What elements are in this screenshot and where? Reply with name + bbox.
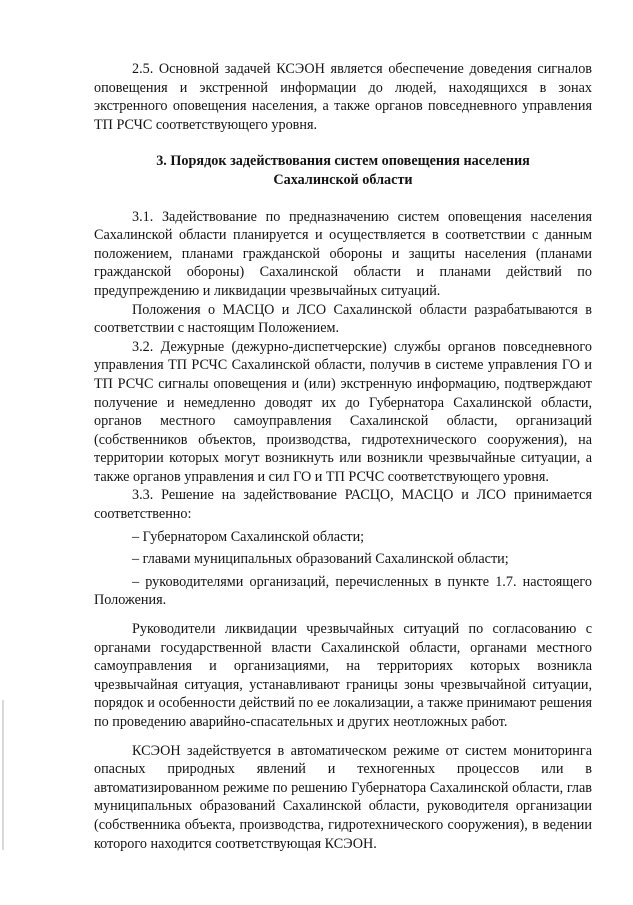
section-3-title <box>94 152 592 189</box>
paragraph-masco-lso: Положения о МАСЦО и ЛСО Сахалинской области разрабатываются в соответствии с настоящим Положением. <box>94 301 592 337</box>
scan-edge-mark <box>2 700 4 850</box>
document-body <box>94 60 592 853</box>
paragraph-2-5: 2.5. Основной задачей КСЭОН является обеспечение доведения сигналов оповещения и экстренной информации до людей, находящихся в зонах экстренного оповещения населения, а также органов повседневного управления ТП РСЧС соответствующего уровня. <box>94 61 592 133</box>
section-3-title-line-2: Сахалинской области <box>273 171 413 188</box>
list-item-organization-heads: – руководителями организаций, перечисленных в пункте 1.7. настоящего Положения. <box>94 573 592 609</box>
list-item-municipal-heads: – главами муниципальных образований Сахалинской области; <box>132 551 509 568</box>
paragraph-emergency-leaders: Руководители ликвидации чрезвычайных ситуаций по согласованию с органами государственной власти Сахалинской области, органами местного самоуправления и организациями, на территориях которых возникла чрезвычайная ситуация, устанавливают границы зоны чрезвычайной ситуации, порядок и особенности действий по ее локализации, а также принимают решения по проведению аварийно-спасательных и других неотложных работ. <box>94 621 592 730</box>
paragraph-3-1: 3.1. Задействование по предназначению систем оповещения населения Сахалинской области планируется и осуществляется в соответствии с данным положением, планами гражданской обороны и защиты населения (планами гражданской обороны) Сахалинской области и планами действий по предупреждению и ликвидации чрезвычайных ситуаций. <box>94 208 592 299</box>
paragraph-kseon: КСЭОН задействуется в автоматическом режиме от систем мониторинга опасных природных явлений и техногенных процессов или в автоматизированном режиме по решению Губернатора Сахалинской области, глав муниципальных образований Сахалинской области, руководителя организации (собственника объекта, производства, гидротехнического сооружения), в ведении которого находится соответствующая КСЭОН. <box>94 742 592 852</box>
paragraph-3-2: 3.2. Дежурные (дежурно-диспетчерские) службы органов повседневного управления ТП РСЧС Сахалинской области, получив в системе управления ГО и ТП РСЧС сигналы оповещения и (или) экстренную информацию, подтверждают получение и немедленно доводят их до Губернатора Сахалинской области, органов местного самоуправления Сахалинской области, организаций (собственников объектов, производства, гидротехнического сооружения), на территории которых могут возникнуть или возникли чрезвычайные ситуации, а также органов управления и сил ГО и ТП РСЧС соответствующего уровня. <box>94 338 592 485</box>
list-item-governor: – Губернатором Сахалинской области; <box>132 528 365 545</box>
paragraph-3-3: 3.3. Решение на задействование РАСЦО, МАСЦО и ЛСО принимается соответственно: <box>94 487 592 523</box>
section-3-title-line-1: 3. Порядок задействования систем оповещения населения <box>156 153 530 170</box>
